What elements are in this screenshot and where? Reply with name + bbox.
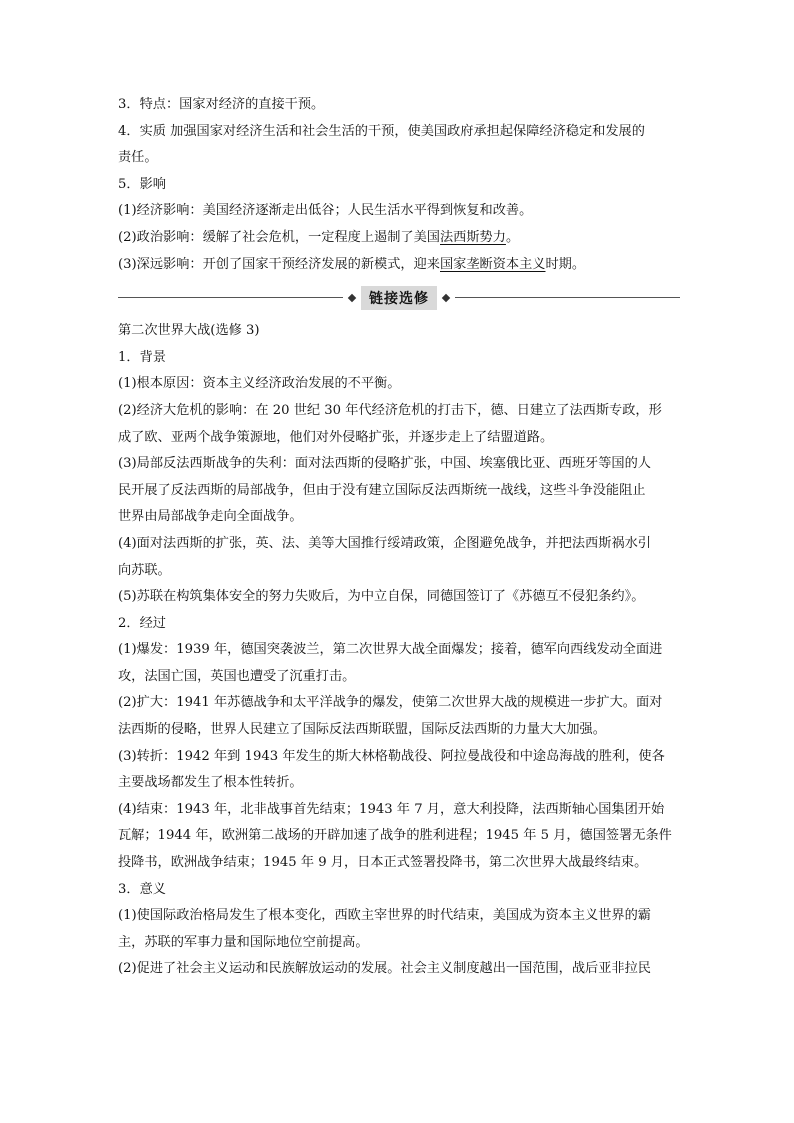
text-line: 3．特点：国家对经济的直接干预。 (118, 97, 325, 112)
text-line: 瓦解；1944 年，欧洲第二战场的开辟加速了战争的胜利进程；1945 年 5 月，德国签署无条件 (118, 828, 672, 844)
section-title: 链接选修 (361, 286, 437, 310)
text-line: 主要战场都发生了根本性转折。 (118, 775, 303, 791)
section-body (118, 318, 680, 983)
text-line: 法西斯的侵略，世界人民建立了国际反法西斯联盟，国际反法西斯的力量大大加强。 (118, 722, 606, 738)
text-line: (1)根本原因：资本主义经济政治发展的不平衡。 (118, 376, 401, 392)
section-badge (343, 286, 455, 310)
text-line: 2．经过 (118, 615, 166, 631)
text-line: 攻，法国亡国，英国也遭受了沉重打击。 (118, 668, 356, 684)
text-line: (4)结束：1943 年，北非战事首先结束；1943 年 7 月，意大利投降，法西斯轴心国集团开始 (118, 801, 665, 817)
text-line: 主，苏联的军事力量和国际地位空前提高。 (118, 934, 369, 950)
text-line: 第二次世界大战(选修 3) (118, 323, 260, 339)
text-line: (3)局部反法西斯战争的失利：面对法西斯的侵略扩张，中国、埃塞俄比亚、西班牙等国的人 (118, 456, 651, 472)
underlined-term: 国家垄断资本主义 (440, 256, 546, 272)
diamond-icon (442, 294, 450, 302)
document-page (118, 92, 680, 983)
text-line: 5．影响 (118, 176, 166, 192)
text-segment: (2)政治影响：缓解了社会危机，一定程度上遏制了美国 (118, 229, 440, 245)
text-line: (1)使国际政治格局发生了根本变化，西欧主宰世界的时代结束，美国成为资本主义世界的霸 (118, 908, 651, 924)
text-line: (2)促进了社会主义运动和民族解放运动的发展。社会主义制度越出一国范围，战后亚非拉民 (118, 961, 651, 977)
text-line: (1)爆发：1939 年，德国突袭波兰，第二次世界大战全面爆发；接着，德军向西线发动全面进 (118, 642, 663, 658)
text-line: 向苏联。 (118, 562, 171, 578)
text-segment: (3)深远影响：开创了国家干预经济发展的新模式，迎来 (118, 256, 440, 272)
text-line (118, 252, 680, 279)
text-line: 3．意义 (118, 881, 166, 897)
text-line: 民开展了反法西斯的局部战争，但由于没有建立国际反法西斯统一战线，这些斗争没能阻止 (118, 482, 646, 498)
text-line (118, 225, 680, 252)
text-line: 1．背景 (118, 349, 166, 365)
underlined-term: 法西斯势力 (440, 229, 506, 245)
section-divider (118, 282, 680, 312)
text-line: (2)经济大危机的影响：在 20 世纪 30 年代经济危机的打击下，德、日建立了法西斯专政，形 (118, 402, 662, 418)
text-line: 成了欧、亚两个战争策源地，他们对外侵略扩张，并逐步走上了结盟道路。 (118, 429, 554, 445)
text-line: 世界由局部战争走向全面战争。 (118, 509, 303, 525)
text-segment: 。 (505, 229, 520, 245)
text-line: 责任。 (118, 150, 158, 166)
text-line: (3)转折：1942 年到 1943 年发生的斯大林格勒战役、阿拉曼战役和中途岛海战的胜利，使各 (118, 748, 665, 764)
text-line: (4)面对法西斯的扩张，英、法、美等大国推行绥靖政策，企图避免战争，并把法西斯祸水引 (118, 535, 651, 551)
text-segment: 时期。 (545, 256, 586, 272)
text-line: 投降书，欧洲战争结束；1945 年 9 月，日本正式签署投降书，第二次世界大战最终结束。 (118, 855, 648, 871)
text-line: (5)苏联在构筑集体安全的努力失败后，为中立自保，同德国签订了《苏德互不侵犯条约》。 (118, 589, 645, 605)
text-line: (1)经济影响：美国经济逐渐走出低谷；人民生活水平得到恢复和改善。 (118, 203, 533, 219)
diamond-icon (348, 294, 356, 302)
text-line: 4．实质 加强国家对经济生活和社会生活的干预，使美国政府承担起保障经济稳定和发展的 (118, 123, 645, 139)
text-line: (2)扩大：1941 年苏德战争和太平洋战争的爆发，使第二次世界大战的规模进一步扩大。面对 (118, 695, 663, 711)
